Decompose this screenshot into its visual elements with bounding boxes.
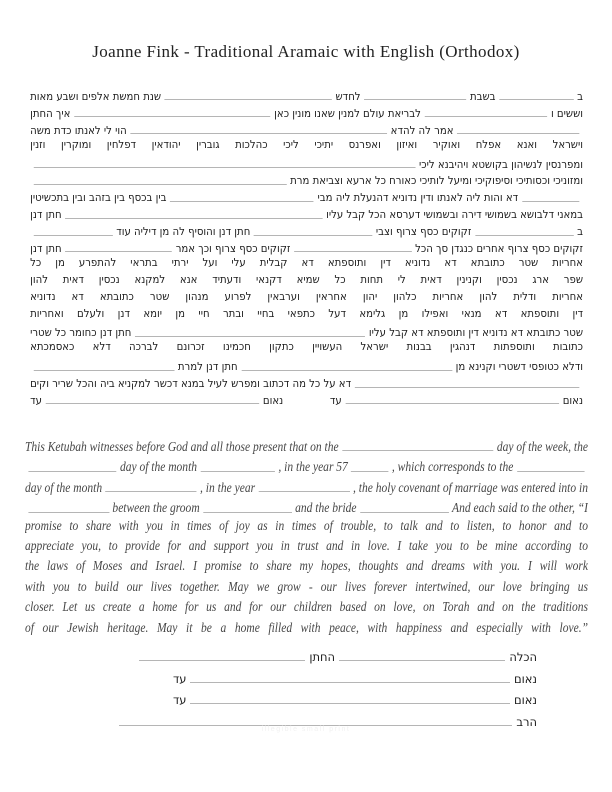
text-segment: חתן דנן למרת (177, 360, 238, 374)
text-segment: לבריאת עולם למנין שאנו מונין כאן (274, 106, 421, 120)
fill-in-blank[interactable] (74, 115, 270, 117)
signature-line (173, 664, 537, 686)
spacer (283, 406, 330, 407)
fill-in-blank[interactable] (28, 511, 109, 513)
aramaic-line (30, 86, 583, 103)
text-segment: נאום (562, 394, 583, 407)
english-line: appreciate you, to provide for and support you in trust and in love. I take you to be mine according to (25, 537, 588, 553)
text-segment: דא והות ליה לאנתו ודין נדוניא דהנעלת ליה מבי (317, 191, 519, 205)
aramaic-line (30, 356, 583, 373)
fill-in-blank[interactable] (34, 183, 287, 185)
text-segment: במאני דלבושא בשמושי דירה ובשמושי דערסא הכל קבל עליו (326, 208, 583, 222)
fill-in-blank[interactable] (360, 511, 449, 513)
fill-in-blank[interactable] (46, 402, 260, 404)
aramaic-line (30, 187, 583, 204)
fill-in-blank[interactable] (345, 402, 559, 404)
text-segment: , the holy covenant of marriage was entered into in (353, 479, 588, 495)
text-segment: ב (577, 90, 583, 103)
text-segment: עד (329, 394, 342, 407)
text-segment: זקוקים כסף צרוף וצבי (375, 225, 472, 239)
text-segment: , which corresponds to the (391, 459, 514, 475)
english-text-block (25, 434, 588, 638)
fill-in-blank[interactable] (65, 250, 172, 252)
english-line (25, 495, 588, 515)
text-segment: This Ketubah witnesses before God and all those present that on the (25, 438, 339, 454)
text-segment: נאום (513, 671, 537, 685)
aramaic-line (30, 154, 583, 171)
text-segment: ב (577, 225, 583, 239)
text-segment: שטר כתובתא דא נדוניא דין ותוספתא דא קבל עליו (368, 326, 583, 340)
english-line (25, 475, 588, 495)
text-segment: איך החתן (30, 106, 71, 120)
fill-in-blank[interactable] (135, 335, 365, 337)
fill-in-blank[interactable] (517, 470, 585, 472)
aramaic-line: אחריות ודלית להון אחריות כלהון יהון אחראין וערבאין לפרוע מנהון שטר כתובתא דא נדוניא (30, 289, 583, 303)
fill-in-blank[interactable] (351, 470, 388, 472)
signature-line (173, 685, 537, 707)
text-segment: דא על כל מה דכתוב ומפרש לעיל במנא דכשר למקניא ביה והכל שריר וקים (30, 377, 352, 391)
aramaic-line: שפר ארג נכסין וקנינין דאית לי תחות כל שמיא דקנאי ודעתיד אנא למקנא נכסין דאית להון (30, 272, 583, 286)
text-segment: זקוקים כסף צרוף וכך אמר (175, 242, 291, 255)
fill-in-blank[interactable] (254, 234, 372, 236)
fill-in-blank[interactable] (241, 369, 452, 371)
fill-in-blank[interactable] (190, 681, 509, 683)
aramaic-line (30, 373, 583, 390)
english-line: closer. Let us create a home for us and for our children based on love, on Torah and on the traditions (25, 599, 588, 615)
aramaic-line (30, 322, 583, 339)
text-segment: שנת חמשת אלפים ושבע מאות (30, 90, 162, 103)
text-segment: day of the week, the (496, 438, 588, 454)
text-segment: חתן דנן (30, 208, 62, 222)
text-segment: הכלה (509, 650, 537, 664)
text-segment: חתן דנן כחומר כל שטרי (30, 326, 132, 340)
aramaic-line (30, 103, 583, 120)
text-segment: day of the month (25, 479, 103, 495)
aramaic-line (30, 204, 583, 221)
fill-in-blank[interactable] (339, 659, 505, 661)
text-segment: , in the year (200, 479, 256, 495)
fill-in-blank[interactable] (499, 98, 573, 100)
aramaic-line: אחריות שטר כתובתא דא נדוניא דין ותוספתא דא קבלית עלי ועל ירתי בתראי להתפרע מן כל (30, 255, 583, 269)
text-segment: ומפרנסין לנשיהון בקושטא ויהיבנא ליכי (418, 157, 583, 171)
fill-in-blank[interactable] (34, 166, 416, 168)
fill-in-blank[interactable] (34, 369, 174, 371)
text-segment: חתן דנן והוסיף לה מן דיליה עוד (116, 225, 251, 239)
english-line: with you to build our lives together. May we grow - our lives forever intertwined, our love bringing us (25, 578, 588, 594)
text-segment: וששים ו (550, 106, 583, 120)
fill-in-blank[interactable] (364, 98, 466, 100)
text-segment: day of the month (119, 459, 198, 475)
signature-line (115, 707, 537, 729)
aramaic-text-block (30, 86, 583, 407)
signature-line (135, 642, 537, 664)
text-segment: חתן דנן (30, 242, 62, 255)
text-segment: And each said to the other, “I (452, 499, 588, 515)
text-segment: נאום (513, 693, 537, 707)
text-segment: עד (173, 671, 187, 685)
english-line: the laws of Moses and Israel. I promise to share my hopes, thoughts and dreams with you. I will work (25, 558, 588, 574)
english-line (25, 434, 588, 454)
text-segment: between the groom (112, 499, 200, 515)
aramaic-line (30, 120, 583, 137)
fill-in-blank[interactable] (139, 659, 305, 661)
faint-footer-text: illegible small print (261, 726, 351, 733)
text-segment: הוי לי לאנתו כדת משה (30, 123, 127, 137)
text-segment: ומזוניכי וכסותיכי וסיפוקיכי ומיעל לותיכי כאורח כל ארעא וצביאת מרת (290, 174, 583, 188)
text-segment: לחדש (335, 90, 361, 103)
aramaic-line (30, 221, 583, 238)
fill-in-blank[interactable] (190, 702, 509, 704)
aramaic-line: וישראל ואנא אפלח ואוקיר ואיזון ואפרנס יתיכי ליכי כהלכות גוברין יהודאין דפלחין ומוקרין וזנין (30, 137, 583, 151)
aramaic-line: דין ותוספתא דא מנאי ואפילו מן גלימא דעל כתפאי בחיי ובתר חיי מן יומא דנן ולעלם ואחריות (30, 306, 583, 320)
english-line (25, 454, 588, 474)
text-segment: בין בכסף בין בזהב ובין בתכשיטין (30, 191, 167, 205)
fill-in-blank[interactable] (203, 511, 292, 513)
fill-in-blank[interactable] (258, 490, 349, 492)
fill-in-blank[interactable] (355, 386, 580, 388)
fill-in-blank[interactable] (457, 132, 579, 134)
aramaic-line (30, 390, 583, 407)
fill-in-blank[interactable] (425, 115, 548, 117)
text-segment: עד (30, 394, 42, 407)
aramaic-line: כתובות ותוספתות דנהגין בבנות ישראל העשויין כתקון חכמינו זכרונם לברכה דלא כאסמכתא (30, 340, 583, 354)
text-segment: ודלא כטופסי דשטרי וקנינא מן (455, 360, 583, 374)
fill-in-blank[interactable] (130, 132, 387, 134)
aramaic-line (30, 238, 583, 255)
text-segment: הרב (516, 714, 537, 728)
text-segment: בשבת (470, 90, 496, 103)
text-segment: and the bride (295, 499, 357, 515)
fill-in-blank[interactable] (342, 449, 493, 451)
fill-in-blank[interactable] (475, 234, 573, 236)
english-line: promise to share with you in times of joy as in times of trouble, to talk and to listen, to honor and to (25, 517, 588, 533)
text-segment: אמר לה להדא (390, 123, 454, 137)
english-line: of our Jewish heritage. May it be a home filled with peace, with happiness and especially with love.” (25, 619, 588, 635)
text-segment: החתן (309, 650, 336, 664)
fill-in-blank[interactable] (200, 470, 275, 472)
fill-in-blank[interactable] (165, 98, 332, 100)
text-segment: נאום (262, 394, 284, 407)
fill-in-blank[interactable] (65, 217, 322, 219)
aramaic-line (30, 170, 583, 187)
fill-in-blank[interactable] (294, 250, 411, 252)
text-segment: עד (173, 693, 187, 707)
fill-in-blank[interactable] (522, 200, 579, 202)
page-title: Joanne Fink - Traditional Aramaic with English (Orthodox) (92, 42, 520, 61)
text-segment: זקוקים כסף צרוף אחרים כנגדן סך הכל (415, 242, 583, 255)
signature-block (135, 642, 537, 728)
fill-in-blank[interactable] (170, 200, 314, 202)
fill-in-blank[interactable] (106, 490, 197, 492)
fill-in-blank[interactable] (34, 234, 113, 236)
text-segment: , in the year 57 (278, 459, 348, 475)
fill-in-blank[interactable] (28, 470, 116, 472)
